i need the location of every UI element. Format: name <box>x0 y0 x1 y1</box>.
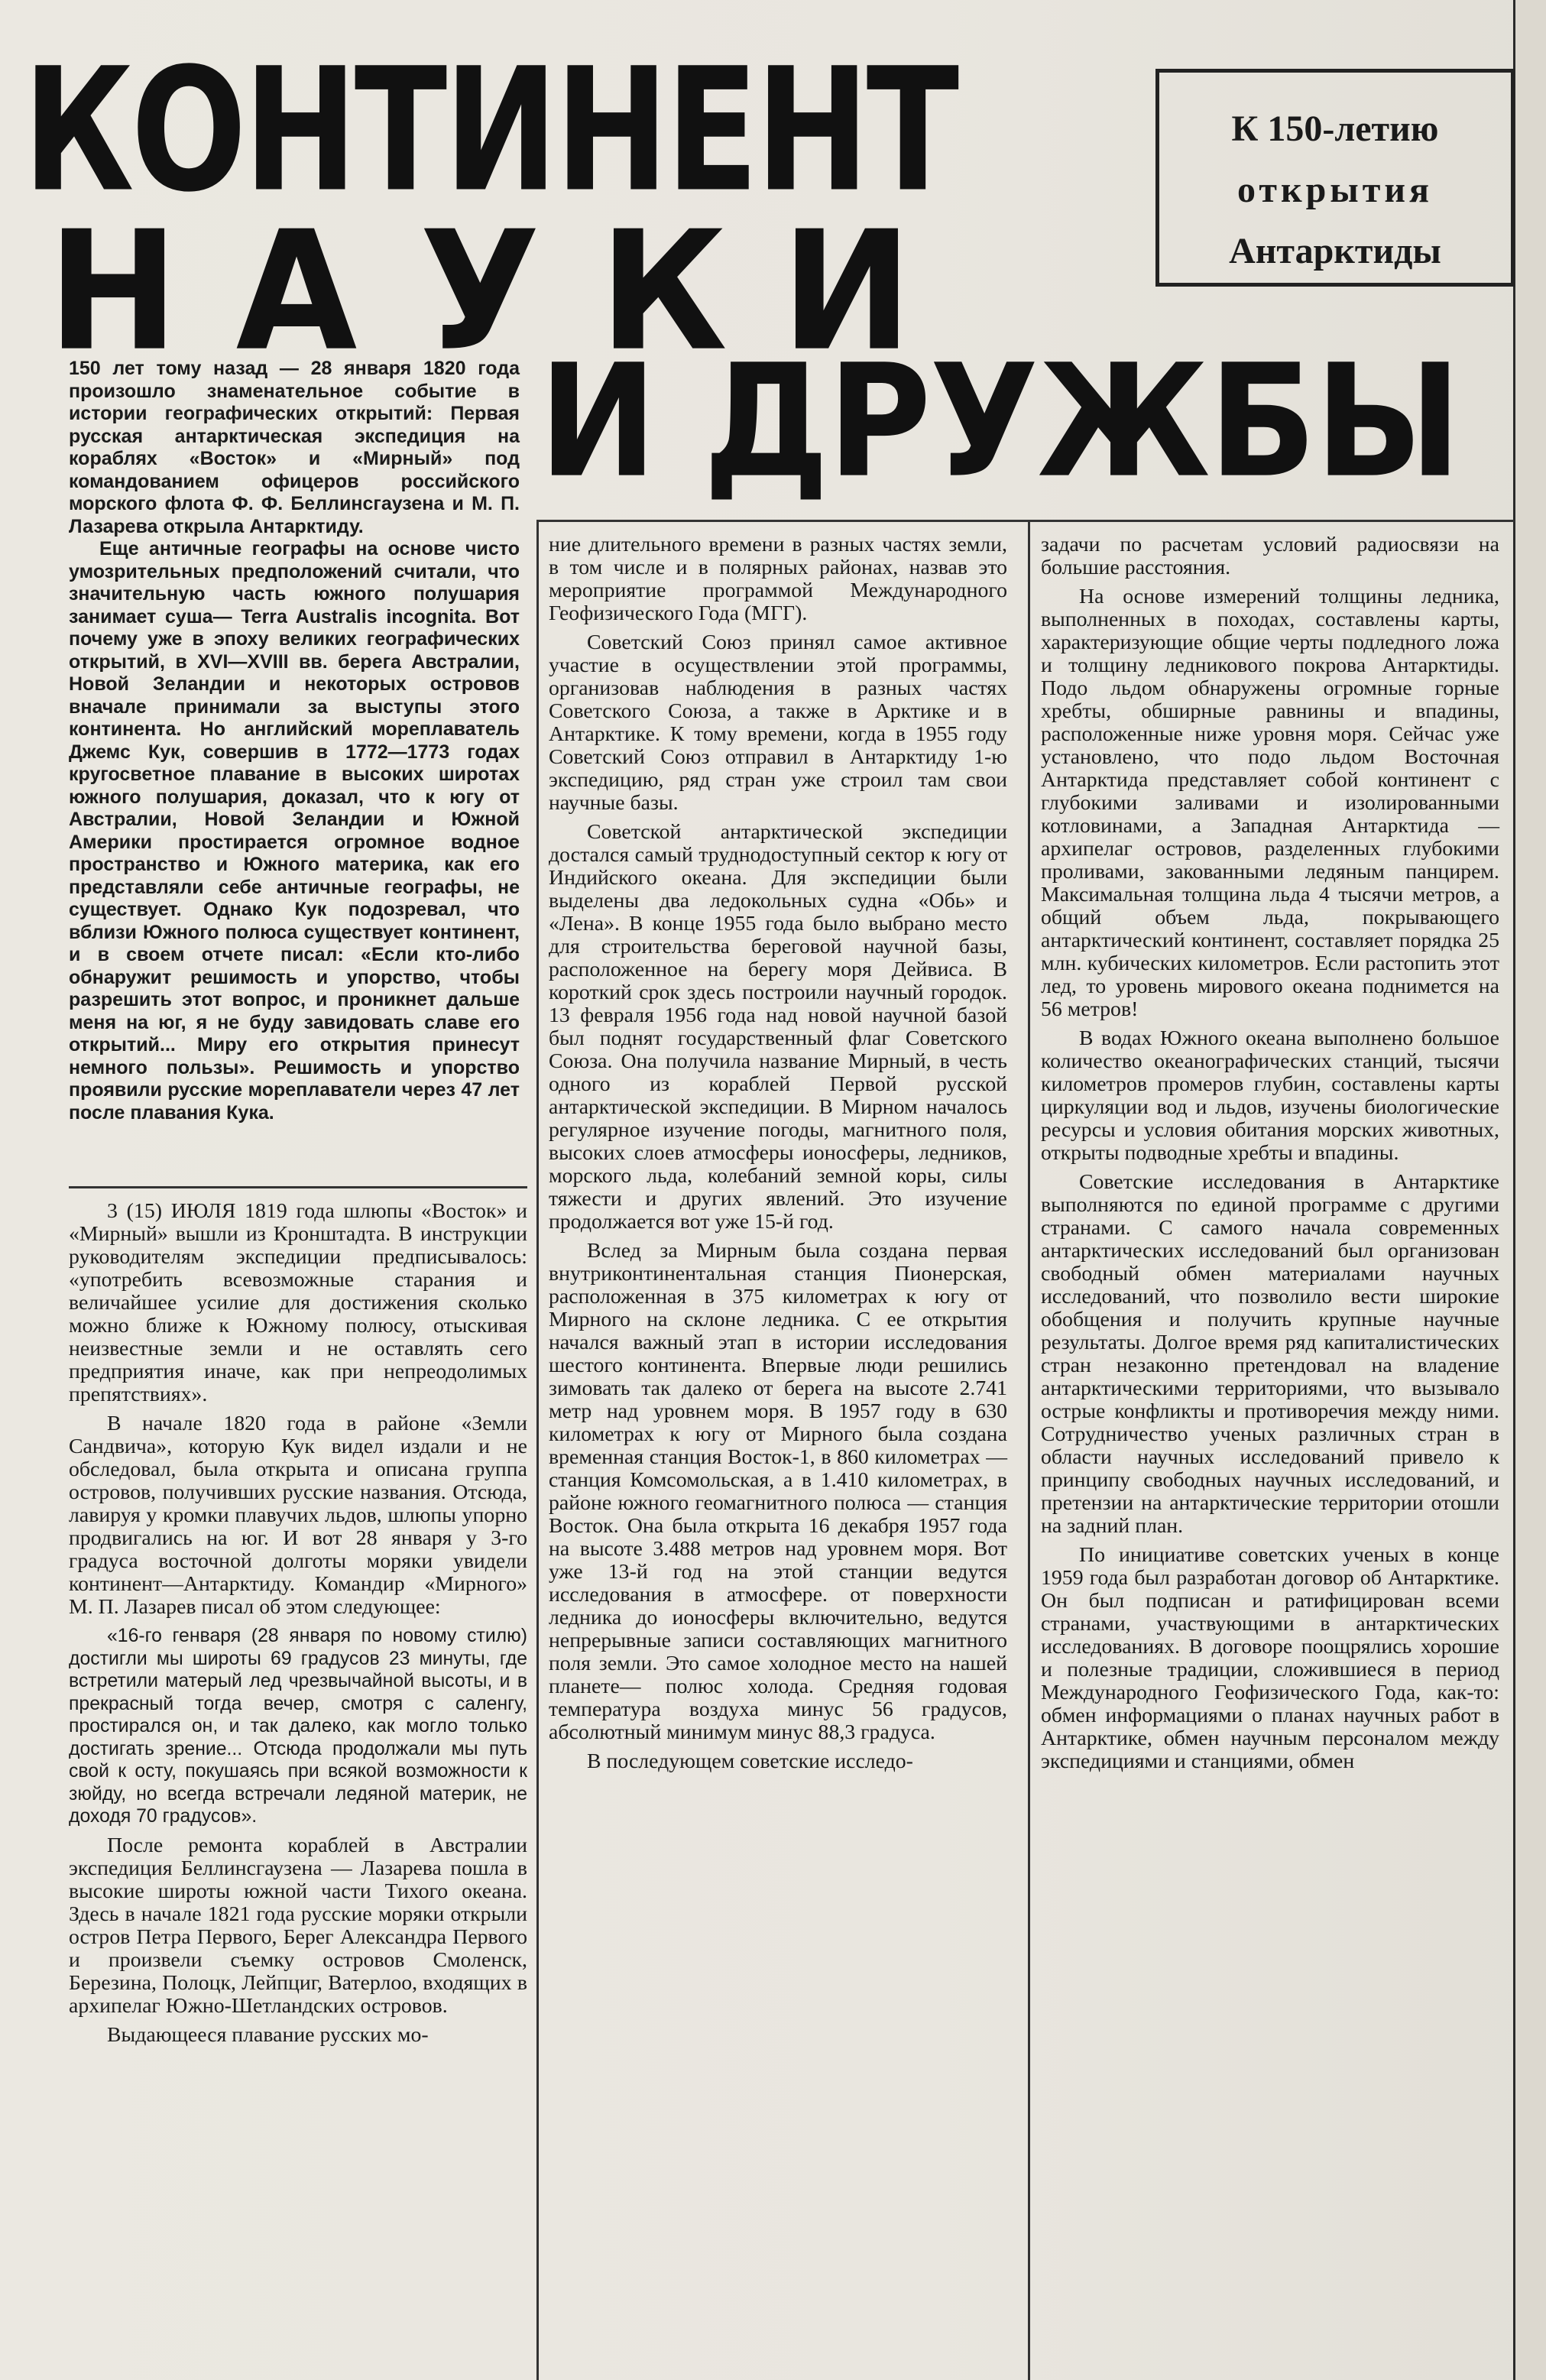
anniversary-line-3: Антарктиды <box>1229 231 1441 271</box>
anniversary-box <box>1155 69 1515 287</box>
headline-line-1: КОНТИНЕНТ <box>23 31 957 229</box>
anniversary-line-1: К 150-летию <box>1231 109 1439 149</box>
column-rule <box>536 520 539 2380</box>
paragraph: 3 (15) ИЮЛЯ 1819 года шлюпы «Восток» и «Мирный» вышли из Кронштадта. В инструкции руководителям экспедиции предписывалось: «употребить всевозможные старания и величайшее усилие для достижения сколько можно ближе к Южному полюсу, отыскивая неизвестные земли и не оставлять сего предприятия иначе, как при непреодолимых препятствиях». <box>69 1199 527 1406</box>
paragraph: Советские исследования в Антарктике выполняются по единой программе с другими странами. С самого начала современных антарктических исследований был организован свободный обмен материалами научных исследований, что позволило вести широкие обобщения и получить крупные научные результаты. Долгое время ряд капиталистических стран незаконно претендовал на владение антарктическими территориями, что вызывало острые конфликты и противоречия между ними. Сотрудничество ученых различных стран в области научных исследований привело к принципу свободных научных исследований, и претензии на антарктические территории отошли на задний план. <box>1041 1170 1499 1538</box>
paragraph: На основе измерений толщины ледника, выполненных в походах, составлены карты, характеризующие общие черты подледного ложа и толщину ледникового покрова Антарктиды. Подо льдом обнаружены огромные горные хребты, обширные равнины и впадины, расположенные ниже уровня моря. Сейчас уже установлено, что подо льдом Восточная Антарктида представляет собой континент с глубокими заливами и изолированными котловинами, а Западная Антарктида — архипелаг островов, разделенных глубокими проливами, закованными ледяным панцирем. Максимальная толщина льда 4 тысячи метров, а общий объем льда, покрывающего антарктический континент, составляет порядка 25 млн. кубических километров. Если растопить этот лед, то уровень мирового океана поднимется на 56 метров! <box>1041 585 1499 1021</box>
paragraph: В последующем советские исследо- <box>587 1749 913 1773</box>
article-column-1 <box>69 1200 527 2053</box>
paragraph: Советский Союз принял самое активное участие в осуществлении этой программы, организовав наблюдения в разных частях Советского Союза, а также в Арктике и в Антарктике. К тому времени, когда в 1955 году Советский Союз отправил в Антарктиду 1-ю экспедицию, ряд стран уже строил там свои научные базы. <box>549 631 1007 815</box>
lazarev-quote: «16-го генваря (28 января по новому стилю) достигли мы широты 69 градусов 23 минуты, где встретили матерый лед чрезвычайной высоты, и в прекрасный тогда вечер, смотря с саленгу, простирался он, и так далеко, как могло только достигать зрение... Отсюда продолжали мы путь свой к осту, покушаясь при всякой возможности к зюйду, но всегда встречали ледяной материк, не доходя 70 градусов». <box>69 1626 527 1827</box>
paragraph: Вслед за Мирным была создана первая внутриконтинентальная станция Пионерская, расположенная в 375 километрах к югу от Мирного на склоне ледника. С ее открытия начался важный этап в истории исследования шестого континента. Впервые люди решились зимовать так далеко от берега на высоте 2.741 метр над уровнем моря. В 1957 году в 630 километрах к югу от Мирного была создана временная станция Восток-1, в 860 километрах — станция Комсомольская, а в 1.410 километрах, в районе южного геомагнитного полюса — станция Восток. Она была открыта 16 декабря 1957 года на высоте 3.488 метров над уровнем моря. Вот уже 13-й год на этой станции ведутся исследования в атмосфере. от поверхности ледника до ионосферы включительно, ведутся непрерывные записи составляющих магнитного поля земли. Это самое холодное место на нашей планете— полюс холода. Средняя годовая температура воздуха минус 56 градусов, абсолютный минимум минус 88,3 градуса. <box>549 1239 1007 1744</box>
lead-intro: 150 лет тому назад — 28 января 1820 года произошло знаменательное событие в истории географических открытий: Первая русская антарктическая экспедиция на кораблях «Восток» и «Мирный» под командованием офицеров российского морского флота Ф. Ф. Беллинсгаузена и М. П. Лазарева открыла Антарктиду. <box>69 358 520 537</box>
column-rule <box>1028 520 1030 2380</box>
paragraph: После ремонта кораблей в Австралии экспедиция Беллинсгаузена — Лазарева пошла в высокие широты южной части Тихого океана. Здесь в начале 1821 года русские моряки открыли остров Петра Первого, Берег Александра Первого и произвели съемку островов Смоленск, Березина, Полоцк, Лейпциг, Ватерлоо, входящих в архипелаг Южно-Шетландских островов. <box>69 1833 527 2018</box>
lead-paragraph <box>69 358 520 1124</box>
headline-letter: У <box>419 196 544 388</box>
headline-letter: И <box>781 196 916 388</box>
paragraph: В водах Южного океана выполнено большое количество океанографических станций, тысячи километров промеров глубин, составлены карты циркуляции вод и льдов, изучены биологические ресурсы и условия обитания морских животных, открыты подводные хребты и впадины. <box>1041 1026 1499 1165</box>
column-top-rule <box>536 520 1515 522</box>
column-divider <box>69 1186 527 1188</box>
paragraph: По инициативе советских ученых в конце 1959 года был разработан договор об Антарктике. Он был подписан и ратифицирован всеми странами, участвующими в антарктических исследованиях. В договоре поощрялись хорошие и полезные традиции, сложившиеся в период Международного Геофизического Года, как-то: обмен информациями о планах научных работ в Антарктике, обмен научным персоналом между экспедициями и станциями, обмен <box>1041 1543 1499 1773</box>
headline-line-3: И ДРУЖБЫ <box>539 330 1460 512</box>
anniversary-line-2: открытия <box>1237 170 1433 210</box>
lead-history: Еще античные географы на основе чисто умозрительных предположений считали, что значительную часть южного полушария занимает суша— Terra Australis incognita. Вот почему уже в эпоху великих географических открытий, в XVI—XVIII вв. берега Австралии, Новой Зеландии и некоторых островов вначале принимали за выступы этого континента. Но английский мореплаватель Джемс Кук, совершив в 1772—1773 годах кругосветное плавание в высоких широтах южного полушария, доказал, что к югу от Австралии, Новой Зеландии и Южной Америки простирается огромное водное пространство и Южного материка, как его представляли себе античные географы, не существует. Однако Кук подозревал, что вблизи Южного полюса существует континент, и в своем отчете писал: «Если кто-либо обнаружит решимость и упорство, чтобы разрешить этот вопрос, и проникнет дальше меня на юг, я не буду завидовать славе его открытий... Миру его открытия принесут немного пользы». Решимость и упорство проявили русские мореплаватели через 47 лет после плавания Кука. <box>69 538 520 1124</box>
paragraph: Советской антарктической экспедиции достался самый труднодоступный сектор к югу от Индийского океана. Для экспедиции были выделены два ледокольных судна «Обь» и «Лена». В конце 1955 года было выбрано место для строительства береговой научной базы, расположенное на берегу моря Дейвиса. В короткий срок здесь построили научный городок. 13 февраля 1956 года над новой научной базой был поднят государственный флаг Советского Союза. Она получила название Мирный, в честь одного из кораблей Первой русской антарктической экспедиции. В Мирном началось регулярное изучение погоды, магнитного поля, высоких слоев атмосферы ионосферы, ледников, морского льда, колебаний земной коры, силы тяжести и других явлений. Это изучение продолжается вот уже 15-й год. <box>549 820 1007 1234</box>
paragraph: ние длительного времени в разных частях земли, в том числе и в полярных районах, назвав это мероприятие программой Международного Геофизического Года (МГГ). <box>549 533 1007 625</box>
headline-letter: А <box>235 196 361 388</box>
headline-letter: Н <box>47 196 182 388</box>
paragraph: задачи по расчетам условий радиосвязи на большие расстояния. <box>1041 533 1499 579</box>
article-column-2 <box>549 533 1007 1779</box>
headline-letter: К <box>599 196 731 388</box>
page-edge <box>1513 0 1546 2380</box>
article-column-3 <box>1041 533 1499 1779</box>
paragraph: В начале 1820 года в районе «Земли Сандвича», которую Кук видел издали и не обследовал, была открыта и описана группа островов, получивших русские названия. Отсюда, лавируя у кромки плавучих льдов, шлюпы упорно продвигались на юг. И вот 28 января у 3-го градуса восточной долготы моряки увидели континент—Антарктиду. Командир «Мирного» М. П. Лазарев писал об этом следующее: <box>69 1412 527 1619</box>
paragraph: Выдающееся плавание русских мо- <box>107 2022 429 2047</box>
